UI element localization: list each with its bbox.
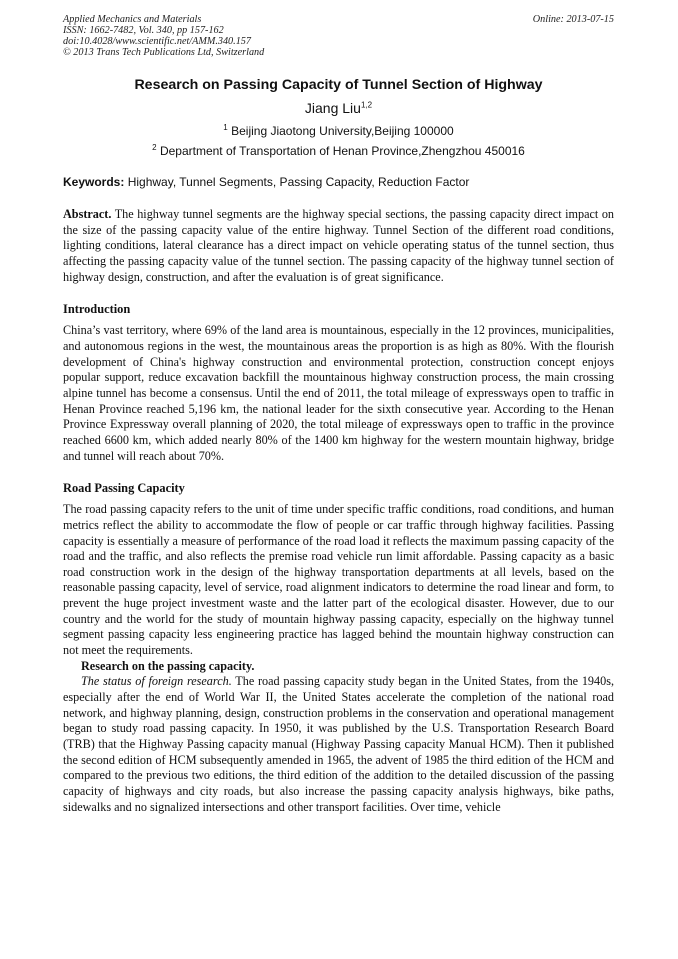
keywords-label: Keywords: [63,175,125,189]
doi-line: doi:10.4028/www.scientific.net/AMM.340.157 [63,36,251,47]
keywords-text: Highway, Tunnel Segments, Passing Capacity, Reduction Factor [127,175,470,189]
foreign-research-label: The status of foreign research. [81,674,232,689]
author-line [63,100,614,117]
paper-page [63,14,614,815]
journal-header [63,14,614,58]
abstract-label: Abstract. [63,207,112,221]
paper-title: Research on Passing Capacity of Tunnel Section of Highway [134,77,543,93]
copyright-line: © 2013 Trans Tech Publications Ltd, Switzerland [63,47,265,58]
foreign-research-text: The road passing capacity study began in the United States, from the 1940s, especially after the end of World War II, the United States accelerate the completion of the national road network, and highway planning, design, construction problems in the conservation and operational management began to study road passing capacity. In 1950, it was published by the U.S. Transportation Research Board (TRB) that the Highway Passing capacity manual (Highway Passing capacity Manual HCM). Then it published the second edition of HCM subsequently amended in 1965, the advent of 1985 the third edition of the HCM and compared to the previous two editions, the third edition of the addition to the detailed discussion of the passing capacity of highways and city roads, but also increase the passing capacity analysis highways, bike paths, sidewalks and no signalized intersections and other transport facilities. Over time, vehicle [63,674,614,814]
abstract-text: The highway tunnel segments are the highway special sections, the passing capacity direct impact on the size of the passing capacity value of the entire highway. Tunnel Section of the different road conditions, lighting conditions, lateral clearance has a direct impact on vehicle operating status of the tunnel section, thus affecting the passing capacity value of the tunnel section. The passing capacity of the highway tunnel section of highway design, construction, and after the evaluation is of great significance. [63,207,615,284]
introduction-heading: Introduction [63,302,131,317]
issn-line: ISSN: 1662-7482, Vol. 340, pp 157-162 [63,25,224,36]
abstract [63,207,614,285]
road-passing-capacity-paragraph: The road passing capacity refers to the unit of time under specific traffic conditions, road conditions, and human metrics reflect the ability to accommodate the flow of people or car traffic through highway facilities. Passing capacity is essentially a measure of performance of the road load it reflects the maximum passing capacity of the road and the traffic, and also reflects the premise road vehicle run limit affordable. Passing capacity as a basic road construction work in the design of the highway transportation departments at all levels, based on the reasonable passing capacity, level of service, road alignment indicators to determine the road linear and form, to prevent the huge project investment waste and the latter part of the ecological disaster. However, due to our country and the world for the study of mountain highway passing capacity, especially on the highway tunnel segment passing capacity less engineering practice has lagged behind the mountain highway construction can not meet the requirements. [63,502,614,658]
road-passing-capacity-heading: Road Passing Capacity [63,481,185,496]
foreign-research-paragraph [63,674,614,815]
journal-name: Applied Mechanics and Materials [63,14,202,25]
affiliation-2-number: 2 [152,143,157,152]
affiliation-1 [63,124,614,138]
author-affiliation-marks: 1,2 [360,100,373,110]
affiliation-1-text: Beijing Jiaotong University,Beijing 100000 [231,124,454,138]
affiliation-2 [63,144,614,158]
research-subheading: Research on the passing capacity. [81,658,255,673]
keywords [63,175,614,189]
introduction-paragraph: China’s vast territory, where 69% of the land area is mountainous, especially in the 12 provinces, municipalities, and autonomous regions in the west, the mountainous areas the proportion is as high as 80%. With the flourish development of China's highway construction and environmental protection, construction concept enjoys popular support, reduce excavation backfill the mountainous highway construction process, the main crossing alpine tunnel has become a consensus. Until the end of 2011, the total mileage of expressways open to traffic in Henan Province reached 5,196 km, the national leader for the sixth consecutive year. According to the Henan Province Expressway overall planning of 2020, the total mileage of expressways open to traffic in the province reached 6600 km, which added nearly 80% of the 1400 km highway for the western mountain highway, bridge and tunnel will reach about 70%. [63,323,614,463]
affiliation-2-text: Department of Transportation of Henan Province,Zhengzhou 450016 [159,144,525,158]
author-name: Jiang Liu [304,100,361,116]
online-date: Online: 2013-07-15 [532,14,614,25]
affiliation-1-number: 1 [223,123,228,132]
